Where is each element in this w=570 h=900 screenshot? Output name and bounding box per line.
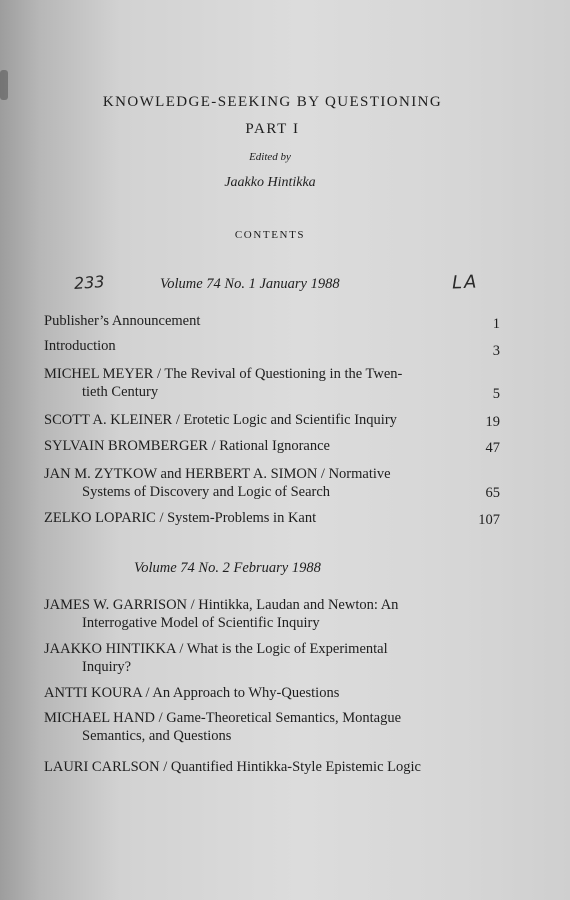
toc-entry [44, 312, 504, 330]
toc-entry-text: JAMES W. GARRISON / Hintikka, Laudan and Newton: An [44, 597, 399, 613]
editor-name: Jaakko Hintikka [224, 175, 316, 190]
toc-entry [44, 411, 504, 429]
toc-entry-text: Semantics, and Questions [82, 728, 232, 744]
handwritten-initials: LA [451, 271, 479, 294]
toc-entry-text: JAN M. ZYTKOW and HERBERT A. SIMON / Normative [44, 466, 391, 482]
toc-page-number: 3 [492, 343, 500, 359]
toc-entry-text: Publisher’s Announcement [44, 313, 201, 329]
toc-page-number: 65 [485, 485, 500, 501]
toc-page-number: 47 [485, 440, 500, 456]
toc-entry-text: MICHAEL HAND / Game-Theoretical Semantics, Montague [44, 710, 402, 726]
toc-page-number: 19 [485, 414, 500, 430]
toc-entry-text: LAURI CARLSON / Quantified Hintikka-Style Epistemic Logic [44, 759, 421, 775]
toc-entry [44, 509, 504, 527]
toc-entry [44, 465, 504, 501]
toc-entry [44, 365, 504, 401]
handwritten-number: 233 [73, 271, 106, 294]
toc-page-number: 1 [492, 316, 500, 332]
part-heading: PART I [245, 121, 300, 137]
toc-page-number: 107 [478, 512, 500, 528]
toc-entry-text: JAAKKO HINTIKKA / What is the Logic of Experimental [44, 641, 388, 657]
toc-entry [44, 337, 504, 355]
toc-entry-text: SYLVAIN BROMBERGER / Rational Ignorance [44, 438, 330, 454]
toc-entry-text: Inquiry? [82, 659, 132, 675]
toc-entry [44, 437, 504, 455]
toc-entry-text: tieth Century [82, 384, 159, 400]
toc-entry-text: Systems of Discovery and Logic of Search [82, 484, 331, 500]
toc-entry-text: Interrogative Model of Scientific Inquiry [82, 615, 320, 631]
toc-entry-text: ZELKO LOPARIC / System-Problems in Kant [44, 510, 317, 526]
toc-entry-text: Introduction [44, 338, 116, 354]
issue-heading-2: Volume 74 No. 2 February 1988 [134, 560, 321, 576]
toc-entry [44, 758, 504, 776]
toc-entry-text: ANTTI KOURA / An Approach to Why-Questions [44, 685, 340, 701]
edited-by-label: Edited by [249, 151, 291, 163]
toc-entry-text: SCOTT A. KLEINER / Erotetic Logic and Scientific Inquiry [44, 412, 397, 428]
issue-heading-1: Volume 74 No. 1 January 1988 [160, 276, 340, 292]
toc-entry [44, 684, 504, 702]
toc-page-number: 5 [492, 386, 500, 402]
toc-entry [44, 709, 504, 745]
book-title: KNOWLEDGE-SEEKING BY QUESTIONING [102, 94, 443, 110]
toc-entry-text: MICHEL MEYER / The Revival of Questioning in the Twen- [44, 366, 403, 382]
contents-heading: CONTENTS [234, 229, 306, 241]
toc-entry [44, 640, 504, 676]
toc-entry [44, 596, 504, 632]
